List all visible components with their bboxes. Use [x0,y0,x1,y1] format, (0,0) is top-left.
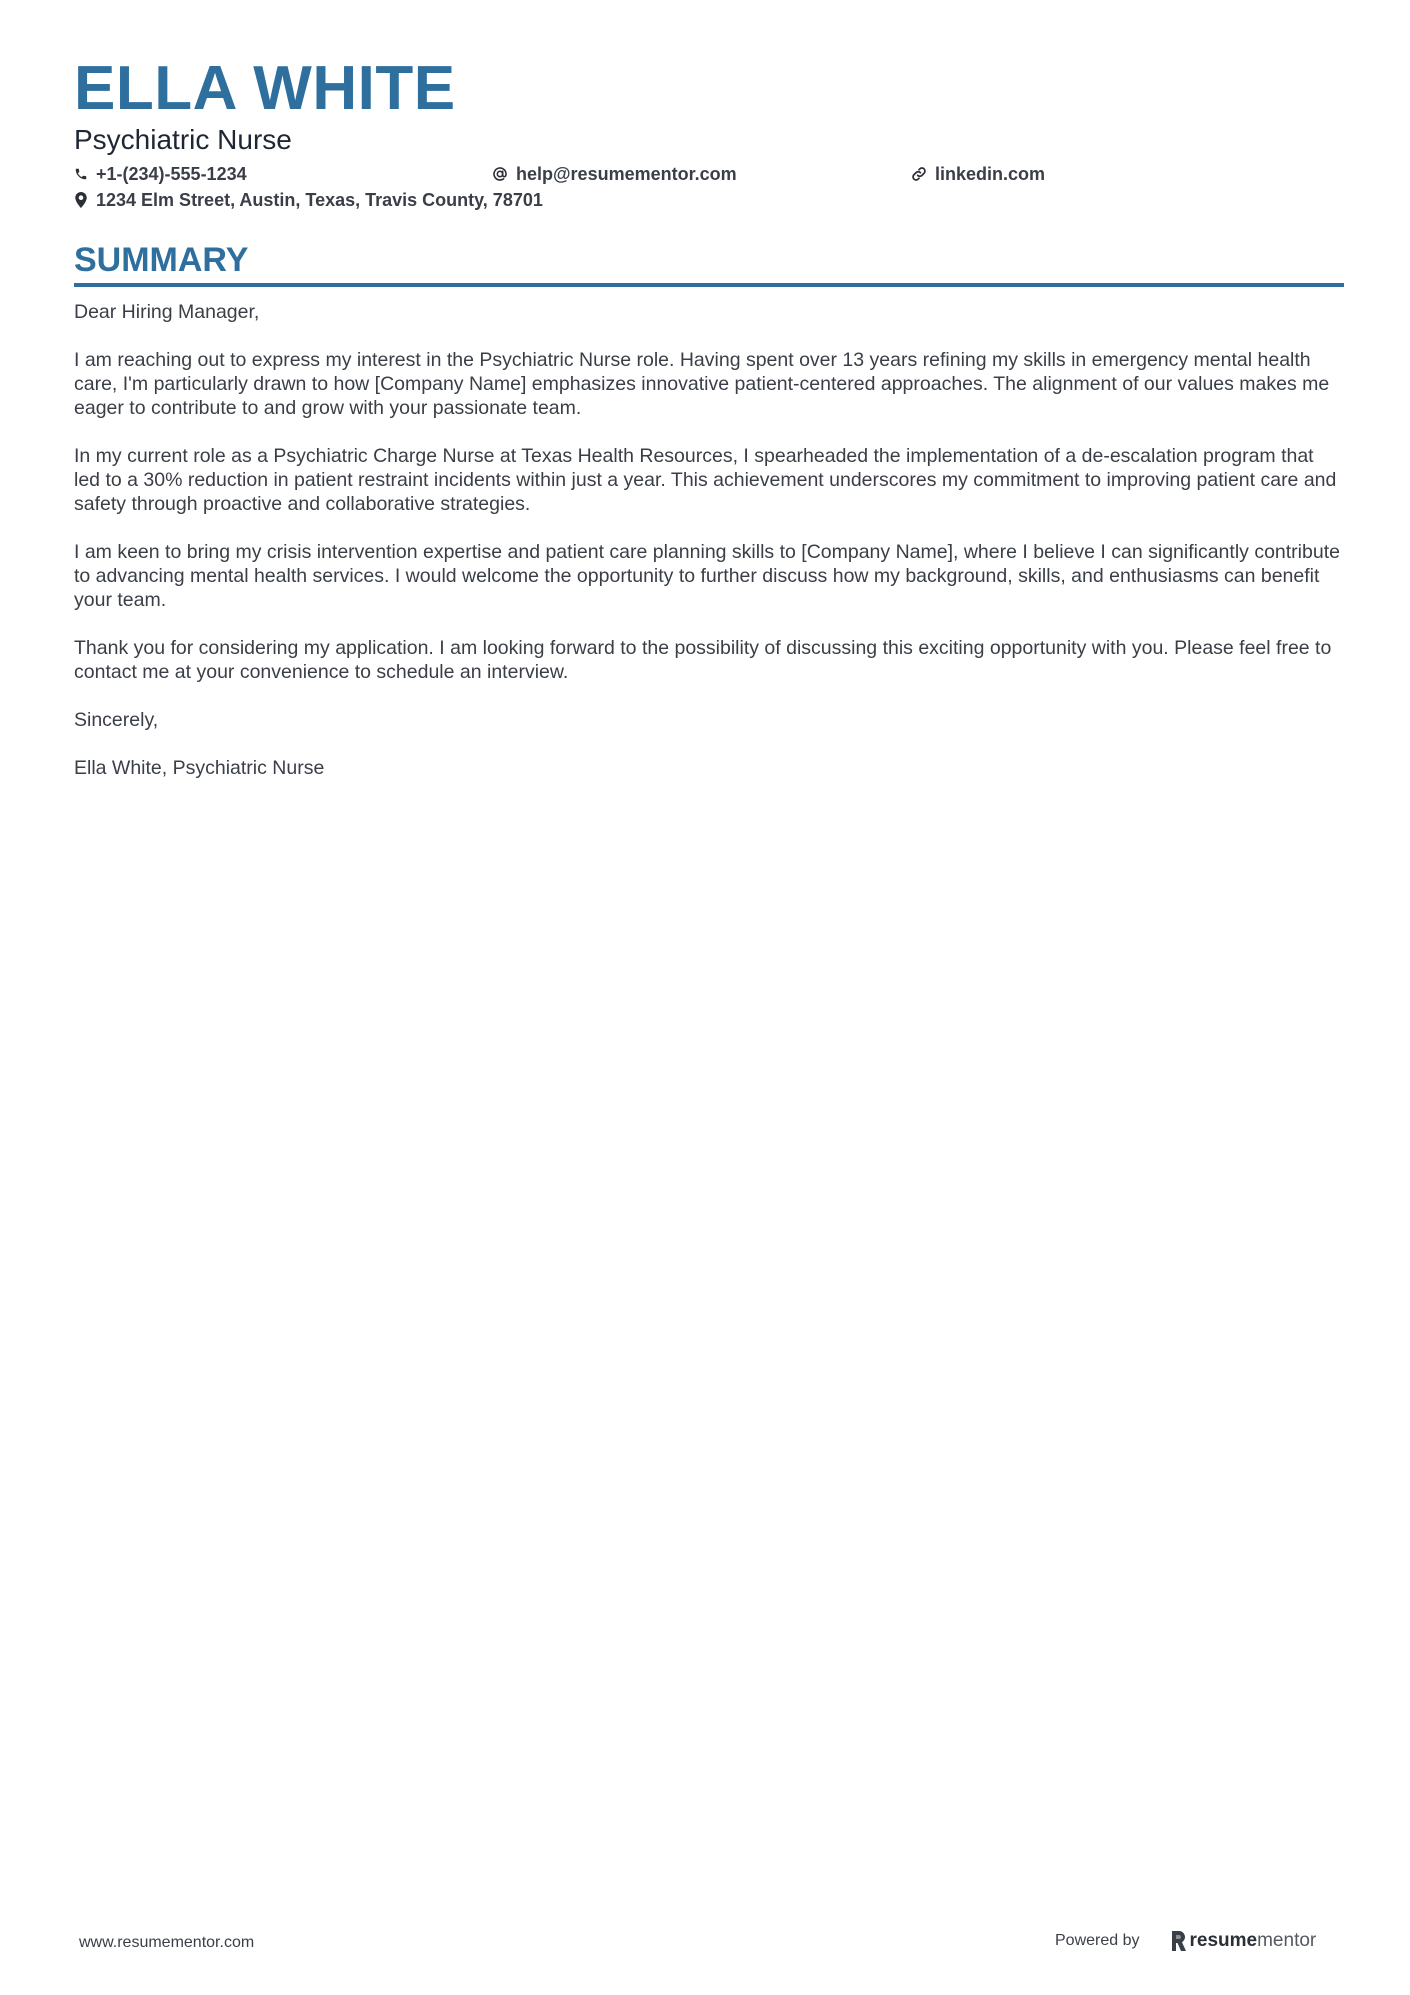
job-title: Psychiatric Nurse [74,124,292,155]
contact-linkedin [911,165,1045,183]
brand-name-part2: mentor [1257,1930,1317,1951]
letter-signature: Ella White, Psychiatric Nurse [74,757,325,779]
letter-paragraph: I am reaching out to express my interest in the Psychiatric Nurse role. Having spent over 13 years refining my skills in emergency mental health care, I'm particularly drawn to how [Company Name] emphasizes innovative patient-centered approaches. The alignment of our values makes me eager to contribute to and grow with your passionate team. [74,349,1330,419]
powered-by-text: Powered by [1055,1932,1140,1949]
at-icon [492,166,508,182]
letter-closing: Sincerely, [74,709,159,731]
email-link[interactable]: help@resumementor.com [516,164,737,184]
letter-paragraph: I am keen to bring my crisis intervention expertise and patient care planning skills to [Company Name], where I believe I can significantly contribute to advancing mental health services. I would welcome the opportunity to further discuss how my background, skills, and enthusiasms can benefit your team. [74,541,1340,611]
brand-name-part1: resume [1189,1930,1258,1951]
contact-address [74,191,543,209]
cover-letter-body [74,300,1344,804]
linkedin-link[interactable]: linkedin.com [935,164,1046,184]
letter-greeting: Dear Hiring Manager, [74,301,260,323]
footer-website[interactable]: www.resumementor.com [79,1934,255,1951]
footer-branding [1055,1930,1316,1952]
location-pin-icon [74,192,88,208]
section-divider [74,283,1344,287]
address-text: 1234 Elm Street, Austin, Texas, Travis County, 78701 [96,190,543,210]
section-title-summary: SUMMARY [74,241,249,279]
phone-text: +1-(234)-555-1234 [96,164,247,184]
brand-logo[interactable] [1170,1930,1317,1952]
phone-icon [74,167,88,181]
contact-email [492,165,737,183]
link-icon [911,166,927,182]
letter-paragraph: Thank you for considering my application. I am looking forward to the possibility of discussing this exciting opportunity with you. Please feel free to contact me at your convenience to schedule an interview. [74,637,1332,683]
candidate-name: ELLA WHITE [74,54,456,123]
letter-paragraph: In my current role as a Psychiatric Charge Nurse at Texas Health Resources, I spearheaded the implementation of a de-escalation program that led to a 30% reduction in patient restraint incidents within just a year. This achievement underscores my commitment to improving patient care and safety through proactive and collaborative strategies. [74,445,1337,515]
contact-phone [74,165,247,183]
resumementor-logo-icon [1170,1931,1186,1951]
